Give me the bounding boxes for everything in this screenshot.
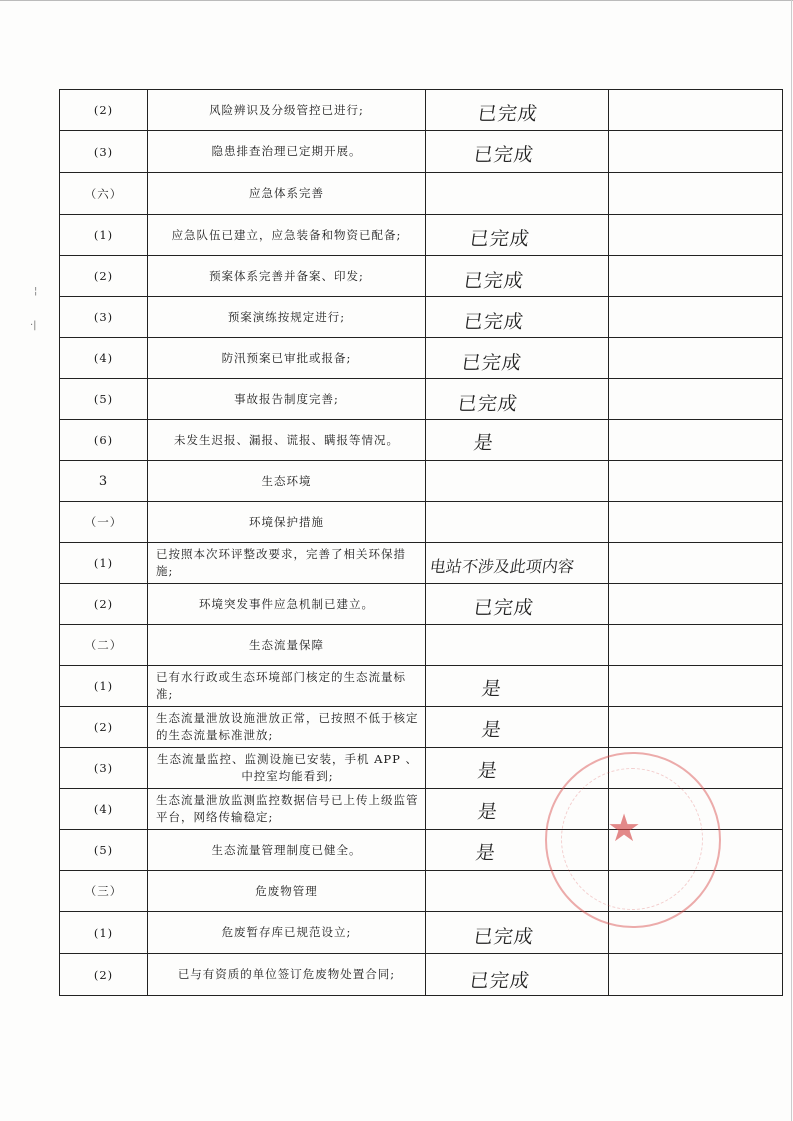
row-number: (3) [60,748,148,789]
seal-star-icon: ★ [607,806,642,850]
handwritten-status: 是 [476,801,500,823]
row-number: (5) [60,830,148,871]
row-remark-cell [609,173,783,215]
row-number: (1) [60,215,148,256]
table-row [60,420,783,461]
table-row [60,954,783,996]
section-heading: 生态环境 [148,461,426,502]
row-remark-cell [609,338,783,379]
row-number: （一） [60,502,148,543]
row-number: （六） [60,173,148,215]
row-number: (6) [60,420,148,461]
row-number: (2) [60,256,148,297]
margin-scan-mark: ¦ [34,286,38,297]
row-status-cell [426,912,609,954]
row-item-text: 应急队伍已建立，应急装备和物资已配备; [148,215,426,256]
row-remark-cell [609,420,783,461]
row-item-text: 环境突发事件应急机制已建立。 [148,584,426,625]
row-number: （三） [60,871,148,912]
table-row [60,748,783,789]
table-row [60,461,783,502]
handwritten-status: 电站不涉及此项内容 [428,557,576,576]
page-top-edge [0,0,793,1]
handwritten-status: 已完成 [472,144,536,166]
table-row [60,871,783,912]
row-remark-cell [609,379,783,420]
row-status-cell [426,666,609,707]
row-item-text: 防汛预案已审批或报备; [148,338,426,379]
row-number: (4) [60,338,148,379]
row-remark-cell [609,625,783,666]
table-row [60,789,783,830]
checklist-table [59,89,783,996]
table-row [60,338,783,379]
row-remark-cell [609,871,783,912]
row-status-cell [426,173,609,215]
row-status-cell [426,543,609,584]
handwritten-status: 已完成 [472,597,536,619]
handwritten-status: 已完成 [460,352,524,374]
table-row [60,256,783,297]
row-item-text: 事故报告制度完善; [148,379,426,420]
row-remark-cell [609,666,783,707]
row-item-text: 生态流量监控、监测设施已安装，手机 APP 、中控室均能看到; [148,748,426,789]
row-number: (1) [60,666,148,707]
handwritten-status: 已完成 [456,393,520,415]
row-status-cell [426,420,609,461]
section-heading: 应急体系完善 [148,173,426,215]
row-number: （二） [60,625,148,666]
row-remark-cell [609,461,783,502]
row-number: (2) [60,584,148,625]
row-remark-cell [609,90,783,131]
handwritten-status: 是 [480,719,504,741]
table-row [60,215,783,256]
row-status-cell [426,90,609,131]
section-heading: 危废物管理 [148,871,426,912]
table-row [60,131,783,173]
table-row [60,173,783,215]
row-status-cell [426,789,609,830]
row-number: (4) [60,789,148,830]
handwritten-status: 是 [472,432,496,454]
row-status-cell [426,625,609,666]
row-number: (1) [60,912,148,954]
row-remark-cell [609,707,783,748]
row-item-text: 生态流量管理制度已健全。 [148,830,426,871]
row-status-cell [426,256,609,297]
row-number: (5) [60,379,148,420]
page-right-edge [791,0,792,1121]
handwritten-status: 是 [474,842,498,864]
row-item-text: 未发生迟报、漏报、谎报、瞒报等情况。 [148,420,426,461]
table-row [60,912,783,954]
table-row [60,543,783,584]
margin-scan-mark: ·| [30,320,37,331]
row-status-cell [426,502,609,543]
row-item-text: 风险辨识及分级管控已进行; [148,90,426,131]
row-remark-cell [609,789,783,830]
row-item-text: 已按照本次环评整改要求，完善了相关环保措施; [148,543,426,584]
handwritten-status: 已完成 [472,926,536,948]
table-row [60,625,783,666]
handwritten-status: 已完成 [462,270,526,292]
row-item-text: 危废暂存库已规范设立; [148,912,426,954]
row-number: 3 [60,461,148,502]
row-status-cell [426,871,609,912]
row-item-text: 预案体系完善并备案、印发; [148,256,426,297]
row-item-text: 预案演练按规定进行; [148,297,426,338]
row-number: (3) [60,297,148,338]
handwritten-status: 已完成 [468,970,532,992]
row-number: (2) [60,954,148,996]
row-remark-cell [609,543,783,584]
row-item-text: 已有水行政或生态环境部门核定的生态流量标准; [148,666,426,707]
row-status-cell [426,954,609,996]
row-status-cell [426,379,609,420]
row-number: (2) [60,90,148,131]
row-status-cell [426,584,609,625]
table-row [60,707,783,748]
handwritten-status: 是 [480,678,504,700]
row-remark-cell [609,954,783,996]
row-remark-cell [609,131,783,173]
row-remark-cell [609,256,783,297]
row-status-cell [426,131,609,173]
row-status-cell [426,707,609,748]
row-item-text: 已与有资质的单位签订危废物处置合同; [148,954,426,996]
row-status-cell [426,215,609,256]
table-row [60,666,783,707]
table-row [60,584,783,625]
row-number: (2) [60,707,148,748]
row-status-cell [426,461,609,502]
handwritten-status: 是 [476,760,500,782]
row-remark-cell [609,912,783,954]
section-heading: 环境保护措施 [148,502,426,543]
row-remark-cell [609,830,783,871]
row-item-text: 隐患排查治理已定期开展。 [148,131,426,173]
row-status-cell [426,830,609,871]
section-heading: 生态流量保障 [148,625,426,666]
row-status-cell [426,338,609,379]
row-remark-cell [609,584,783,625]
handwritten-status: 已完成 [476,103,540,125]
table-row [60,297,783,338]
row-remark-cell [609,215,783,256]
table-row [60,90,783,131]
row-remark-cell [609,748,783,789]
row-number: (1) [60,543,148,584]
row-remark-cell [609,502,783,543]
row-status-cell [426,297,609,338]
handwritten-status: 已完成 [462,311,526,333]
table-row [60,830,783,871]
row-item-text: 生态流量泄放设施泄放正常，已按照不低于核定的生态流量标准泄放; [148,707,426,748]
row-remark-cell [609,297,783,338]
table-row [60,379,783,420]
handwritten-status: 已完成 [468,228,532,250]
row-number: (3) [60,131,148,173]
row-item-text: 生态流量泄放监测监控数据信号已上传上级监管平台，网络传输稳定; [148,789,426,830]
row-status-cell [426,748,609,789]
table-row [60,502,783,543]
